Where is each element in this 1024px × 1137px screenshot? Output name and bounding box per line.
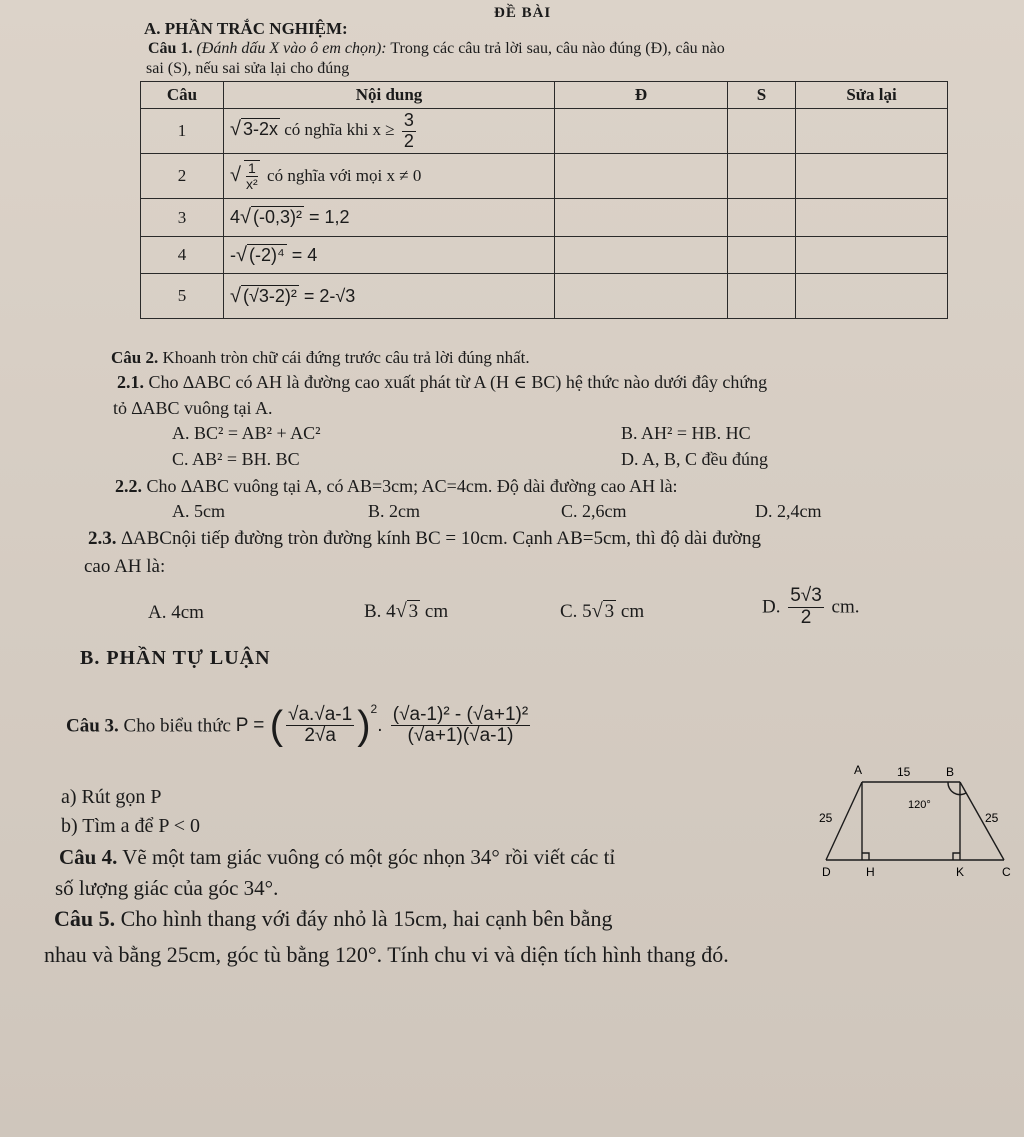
row-1-frac-num: 3: [403, 109, 414, 130]
row-2-text: có nghĩa với mọi x ≠ 0: [267, 165, 422, 185]
col-header-content: Nội dung: [224, 82, 555, 109]
row-3-result: = 1,2: [309, 207, 350, 227]
question-2-2-text: Cho ∆ABC vuông tại A, có AB=3cm; AC=4cm. Độ dài đường cao AH là:: [146, 476, 678, 496]
row-5-correction-cell[interactable]: [796, 274, 948, 319]
exam-header: ĐỀ BÀI: [494, 5, 552, 21]
option-2-1-a[interactable]: A. BC² = AB² + AC²: [172, 423, 321, 443]
row-1-correction-cell[interactable]: [796, 109, 948, 154]
option-2-3-d-num: 5√3: [790, 585, 822, 606]
option-2-3-d-den: 2: [800, 606, 812, 628]
option-2-3-b-radicand: 3: [408, 601, 419, 622]
label-B: B: [946, 765, 955, 779]
row-3-false-cell[interactable]: [728, 199, 796, 237]
row-2-false-cell[interactable]: [728, 154, 796, 199]
question-2-2: [115, 476, 678, 497]
label-A: A: [854, 763, 863, 777]
question-2-label: Câu 2.: [111, 348, 159, 367]
label-top-length: 15: [897, 765, 911, 779]
option-2-1-c[interactable]: C. AB² = BH. BC: [172, 449, 300, 469]
option-2-3-b[interactable]: B. 4√ 3 cm: [364, 600, 449, 622]
row-1-number: 1: [141, 109, 224, 154]
question-4-text: Vẽ một tam giác vuông có một góc nhọn 34° rồi viết các tỉ: [122, 845, 616, 869]
row-4-prefix: -: [230, 244, 236, 265]
right-angle-h: [862, 853, 869, 860]
row-2-content: √ $\frac{1}{\text{x²}}$ có nghĩa với mọi x ≠ 0: [224, 154, 555, 199]
question-5-text: Cho hình thang với đáy nhỏ là 15cm, hai cạnh bên bằng: [120, 906, 613, 931]
row-2-number: 2: [141, 154, 224, 199]
option-2-3-d[interactable]: [762, 586, 860, 629]
question-2-1-label: 2.1.: [117, 372, 144, 392]
question-5-label: Câu 5.: [54, 906, 116, 931]
row-1-radicand: 3-2x: [242, 118, 278, 139]
question-2-3-label: 2.3.: [88, 528, 117, 549]
option-2-3-c-unit: cm: [620, 601, 645, 622]
question-4-line-1: [59, 845, 615, 870]
option-2-2-b[interactable]: B. 2cm: [368, 501, 420, 521]
row-3-correction-cell[interactable]: [796, 199, 948, 237]
question-5-line-2: nhau và bằng 25cm, góc tù bằng 120°. Tính chu vi và diện tích hình thang đó.: [44, 942, 729, 967]
row-1-true-cell[interactable]: [555, 109, 728, 154]
col-header-true: Đ: [555, 82, 728, 109]
expr-frac-2-num: (√a-1)² - (√a+1)²: [392, 703, 529, 725]
row-1-content: √ 3-2x có nghĩa khi x ≥ $\frac{3}{2}$: [224, 109, 555, 154]
option-2-2-a[interactable]: A. 5cm: [172, 501, 225, 521]
option-2-3-c-coef: C. 5: [560, 601, 592, 622]
col-header-correction: Sửa lại: [796, 82, 948, 109]
label-K: K: [956, 865, 965, 879]
label-right-length: 25: [985, 811, 999, 825]
question-2-1-line-1: [117, 372, 767, 393]
option-2-2-c[interactable]: C. 2,6cm: [561, 501, 627, 521]
question-4-label: Câu 4.: [59, 845, 118, 869]
row-4-radicand: (-2)⁴: [248, 244, 285, 265]
question-1-label: Câu 1.: [148, 40, 193, 57]
option-2-3-c-radicand: 3: [604, 601, 615, 622]
row-5-false-cell[interactable]: [728, 274, 796, 319]
row-2-true-cell[interactable]: [555, 154, 728, 199]
col-header-false: S: [728, 82, 796, 109]
option-2-3-b-unit: cm: [424, 601, 449, 622]
question-2-text: Khoanh tròn chữ cái đứng trước câu trả lời đúng nhất.: [162, 348, 530, 367]
expr-frac-2-den: (√a+1)(√a-1): [407, 725, 514, 747]
option-2-3-d-letter: D.: [762, 596, 781, 618]
question-2-3-line-2: cao AH là:: [84, 556, 166, 577]
row-1-frac-den: 2: [403, 130, 414, 151]
question-2-2-label: 2.2.: [115, 476, 142, 496]
row-5-result: = 2-√3: [303, 285, 356, 306]
question-1-line-2: sai (S), nếu sai sửa lại cho đúng: [146, 60, 350, 77]
row-3-prefix: 4: [230, 207, 241, 227]
row-4-content: -√ (-2)⁴ = 4: [224, 237, 555, 274]
question-3-text: Cho biểu thức: [123, 715, 231, 737]
row-3-true-cell[interactable]: [555, 199, 728, 237]
row-5-true-cell[interactable]: [555, 274, 728, 319]
question-4-line-2: số lượng giác của góc 34°.: [55, 876, 279, 900]
label-C: C: [1002, 865, 1011, 879]
row-4-true-cell[interactable]: [555, 237, 728, 274]
question-3-label: Câu 3.: [66, 715, 119, 737]
label-D: D: [822, 865, 831, 879]
row-1-text: có nghĩa khi x ≥: [284, 119, 395, 139]
row-4-correction-cell[interactable]: [796, 237, 948, 274]
row-4-result: = 4: [291, 244, 318, 265]
option-2-3-c[interactable]: C. 5√ 3 cm: [560, 600, 645, 622]
question-2-3-line-1: [88, 528, 761, 550]
expr-frac-1-den: 2√a: [304, 725, 336, 747]
part-b-title: B. PHẦN TỰ LUẬN: [80, 647, 271, 669]
part-a-title: A. PHẦN TRẮC NGHIỆM:: [144, 19, 348, 38]
option-2-3-b-coef: B. 4: [364, 601, 396, 622]
trapezoid-figure: [812, 756, 1024, 886]
option-2-1-d[interactable]: D. A, B, C đều đúng: [621, 449, 769, 469]
label-left-length: 25: [819, 811, 833, 825]
question-2-1-text: Cho ∆ABC có AH là đường cao xuất phát từ A (H ∈ BC) hệ thức nào dưới đây chứng: [148, 372, 768, 392]
question-1-instruction: (Đánh dấu X vào ô em chọn):: [196, 40, 387, 57]
row-3-content: 4√ (-0,3)² = 1,2: [224, 199, 555, 237]
row-5-radicand: (√3-2)²: [242, 285, 297, 306]
label-H: H: [866, 865, 875, 879]
row-4-false-cell[interactable]: [728, 237, 796, 274]
question-3b: b) Tìm a để P < 0: [61, 815, 201, 837]
col-header-number: Câu: [141, 82, 224, 109]
option-2-1-b[interactable]: B. AH² = HB. HC: [621, 423, 751, 443]
row-2-correction-cell[interactable]: [796, 154, 948, 199]
question-5-line-1: [54, 906, 613, 932]
row-2-frac-den: x²: [246, 176, 258, 192]
option-2-3-d-unit: cm.: [831, 596, 860, 618]
question-3: [66, 702, 533, 748]
row-5-number: 5: [141, 274, 224, 319]
true-false-table: [140, 81, 948, 319]
right-angle-k: [953, 853, 960, 860]
question-3a: a) Rút gọn P: [61, 786, 162, 808]
option-2-3-a[interactable]: A. 4cm: [148, 602, 204, 623]
row-3-number: 3: [141, 199, 224, 237]
expr-frac-1-num: √a.√a-1: [288, 703, 353, 725]
label-angle: 120°: [908, 799, 931, 811]
row-1-false-cell[interactable]: [728, 109, 796, 154]
question-2-3-text: ∆ABCnội tiếp đường tròn đường kính BC = 10cm. Cạnh AB=5cm, thì độ dài đường: [121, 528, 762, 549]
expr-p: P =: [235, 714, 265, 736]
question-3-expression: P = ( $\frac{√a.√a-1}{2√a}$ )$^2$. $\frac{\text{(√a-1)² - (√a+1)²}}{(√a+1)(√a-1)}$: [235, 702, 529, 748]
question-1-text: Trong các câu trả lời sau, câu nào đúng (Đ), câu nào: [390, 40, 725, 57]
row-2-frac-num: 1: [247, 159, 256, 176]
question-2-1-line-2: tỏ ∆ABC vuông tại A.: [113, 398, 273, 418]
row-3-radicand: (-0,3)²: [253, 207, 302, 227]
row-5-content: √ (√3-2)² = 2-√3: [224, 274, 555, 319]
option-2-2-d[interactable]: D. 2,4cm: [755, 501, 822, 521]
row-4-number: 4: [141, 237, 224, 274]
question-1-line-1: [148, 40, 725, 58]
question-2: [111, 348, 530, 368]
